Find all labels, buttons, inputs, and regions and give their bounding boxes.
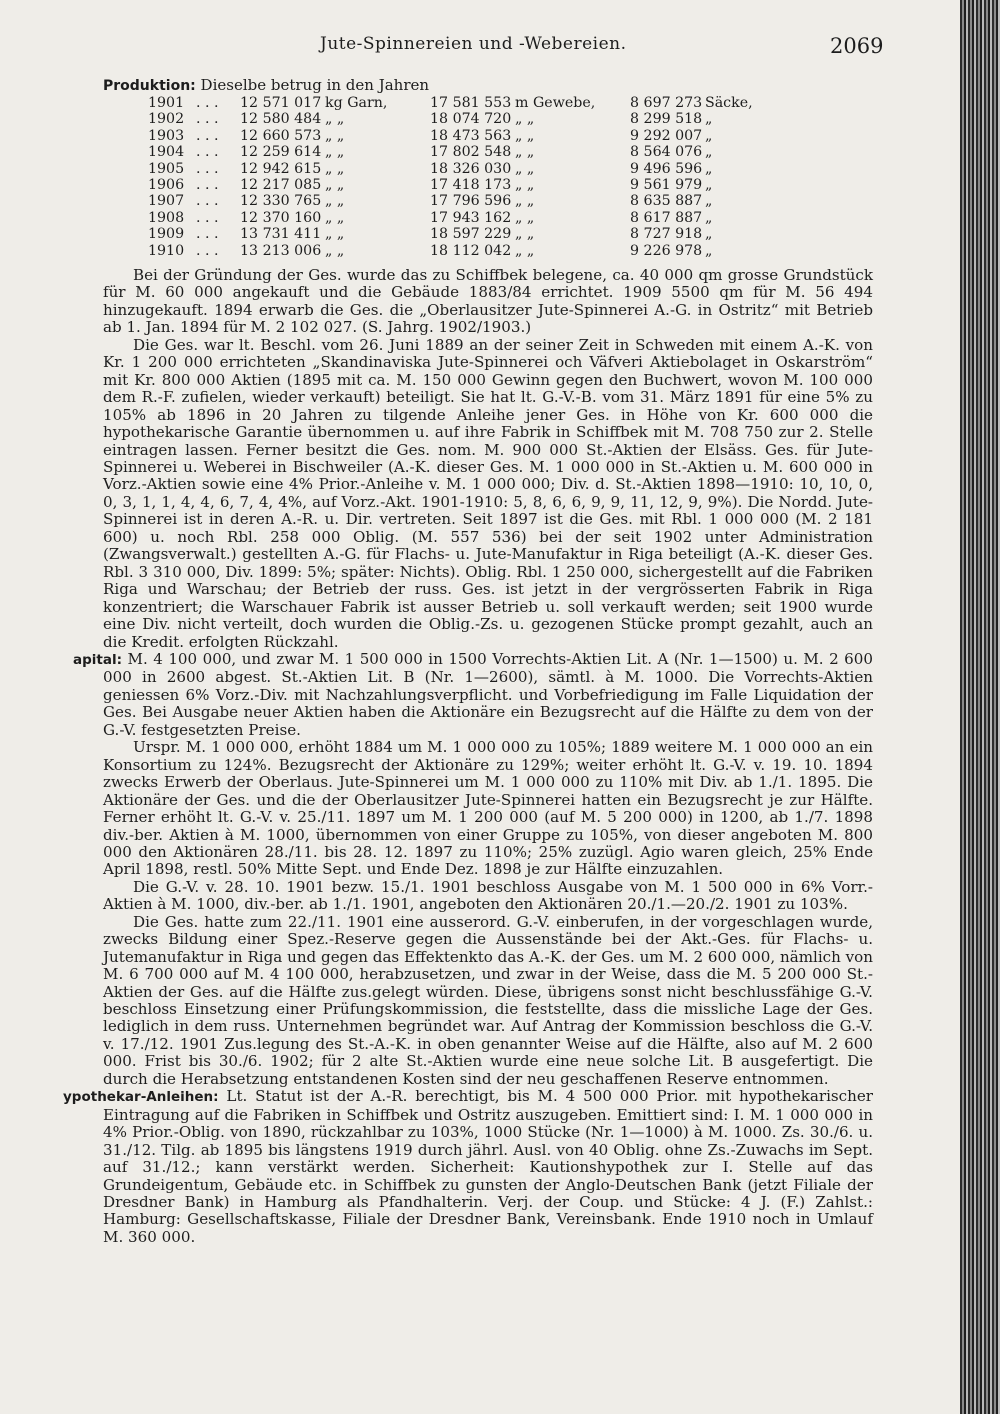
production-cell-garn-unit: kg Garn, [325, 95, 388, 111]
running-title: Jute-Spinnereien und -Webereien. [320, 34, 627, 54]
production-cell-dots: . . . [196, 127, 219, 144]
production-cell-dots: . . . [196, 209, 219, 226]
production-cell-gewebe-unit: „ „ [515, 127, 535, 144]
production-cell-saecke-unit: Säcke, [705, 95, 753, 111]
production-cell-gewebe: 17 796 596 [430, 193, 512, 210]
production-cell-gewebe-unit: m Gewebe, [515, 95, 596, 111]
production-cell-saecke-unit: „ [705, 209, 713, 226]
production-cell-saecke-unit: „ [705, 144, 713, 161]
production-cell-dots: . . . [196, 160, 219, 177]
production-cell-garn-unit: „ „ [325, 209, 345, 226]
production-cell-gewebe-unit: „ „ [515, 209, 535, 226]
production-cell-garn: 13 213 006 [240, 242, 322, 259]
production-cell-gewebe: 17 418 173 [430, 177, 512, 194]
production-row [103, 210, 753, 226]
page-header [0, 34, 960, 58]
production-cell-garn: 12 660 573 [240, 127, 322, 144]
production-cell-gewebe: 18 326 030 [430, 160, 512, 177]
production-cell-gewebe: 18 473 563 [430, 127, 512, 144]
production-row [103, 144, 753, 160]
production-cell-saecke: 8 299 518 [630, 111, 703, 128]
production-cell-gewebe: 17 943 162 [430, 209, 512, 226]
production-cell-dots: . . . [196, 144, 219, 161]
production-cell-gewebe-unit: „ „ [515, 242, 535, 259]
production-cell-saecke: 9 292 007 [630, 127, 703, 144]
production-cell-garn-unit: „ „ [325, 111, 345, 128]
main-text [63, 266, 873, 1246]
production-cell-garn-unit: „ „ [325, 193, 345, 210]
production-cell-year: 1903 [148, 127, 185, 144]
production-cell-saecke: 8 727 918 [630, 226, 703, 243]
production-cell-saecke-unit: „ [705, 242, 713, 259]
book-edge-strip [960, 0, 1000, 1414]
production-cell-saecke: 8 617 887 [630, 209, 703, 226]
production-cell-year: 1910 [148, 242, 185, 259]
production-cell-garn: 12 330 765 [240, 193, 322, 210]
production-cell-year: 1907 [148, 193, 185, 210]
production-cell-gewebe-unit: „ „ [515, 177, 535, 194]
production-cell-saecke-unit: „ [705, 193, 713, 210]
production-cell-garn: 12 259 614 [240, 144, 322, 161]
production-cell-garn: 12 370 160 [240, 209, 322, 226]
production-row [103, 243, 753, 259]
production-row [103, 177, 753, 193]
production-row [103, 193, 753, 209]
production-cell-saecke: 9 496 596 [630, 160, 703, 177]
production-cell-garn-unit: „ „ [325, 144, 345, 161]
production-cell-gewebe: 18 597 229 [430, 226, 512, 243]
production-cell-saecke: 9 561 979 [630, 177, 703, 194]
production-intro [103, 76, 873, 94]
production-cell-gewebe: 17 802 548 [430, 144, 512, 161]
section-hypothekar [63, 1087, 873, 1246]
paragraph-sweden: Die Ges. war lt. Beschl. vom 26. Juni 1889 an der seiner Zeit in Schweden mit einem A.-K. von Kr. 1 200 000 errichteten „Skandinaviska Jute-Spinnerei och Väfveri Aktiebolaget in Oskarström“ mit Kr. 800 000 Aktien (1895 mit ca. M. 150 000 Gewinn gegen den Buchwert, wovon M. 100 000 dem R.-F. zufielen, wieder verkauft) beteiligt. Sie hat lt. G.-V.-B. vom 31. März 1891 für eine 5% zu 105% ab 1896 in 20 Jahren zu tilgende Anleihe jener Ges. in Höhe von Kr. 600 000 die hypothekarische Garantie übernommen u. auf ihre Fabrik in Schiffbek mit M. 708 750 zur 2. Stelle eintragen lassen. Ferner besitzt die Ges. nom. M. 900 000 St.-Aktien der Elsäss. Ges. für Jute-Spinnerei u. Weberei in Bischweiler (A.-K. dieser Ges. M. 1 000 000 in St.-Aktien u. M. 600 000 in Vorz.-Aktien sowie eine 4% Prior.-Anleihe v. M. 1 000 000; Div. d. St.-Aktien 1898—1910: 10, 10, 0, 0, 3, 1, 1, 4, 4, 6, 7, 4, 4%, auf Vorz.-Akt. 1901-1910: 5, 8, 6, 6, 9, 9, 11, 12, 9, 9%). Die Nordd. Jute-Spinnerei ist in deren A.-R. u. Dir. vertreten. Seit 1897 ist die Ges. mit Rbl. 1 000 000 (M. 2 181 600) u. noch Rbl. 258 000 Oblig. (M. 557 536) bei der seit 1902 unter Administration (Zwangsverwalt.) gestellten A.-G. für Flachs- u. Jute-Manufaktur in Riga beteiligt (A.-K. dieser Ges. Rbl. 3 310 000, Div. 1899: 5%; später: Nichts). Oblig. Rbl. 1 250 000, sichergestellt auf die Fabriken Riga und Warschau; der Betrieb der russ. Ges. ist jetzt in der vergrösserten Fabrik in Riga konzentriert; die Warschauer Fabrik ist ausser Betrieb u. soll verkauft werden; seit 1900 wurde eine Div. nicht verteilt, doch wurden die Oblig.-Zs. u. gezogenen Stücke prompt gezahlt, auch an die Kredit. erfolgten Rückzahl. [103, 335, 873, 651]
production-cell-year: 1901 [148, 95, 185, 111]
production-cell-gewebe-unit: „ „ [515, 193, 535, 210]
production-cell-dots: . . . [196, 193, 219, 210]
production-cell-year: 1905 [148, 160, 185, 177]
production-cell-gewebe-unit: „ „ [515, 111, 535, 128]
production-cell-garn: 12 942 615 [240, 160, 322, 177]
production-cell-saecke: 9 226 978 [630, 242, 703, 259]
paragraph-reserve: Die Ges. hatte zum 22./11. 1901 eine ausserord. G.-V. einberufen, in der vorgeschlagen wurde, zwecks Bildung einer Spez.-Reserve gegen die Aussenstände bei der Akt.-Ges. für Flachs- u. Jutemanufaktur in Riga und gegen das Effektenkto das A.-K. der Ges. um M. 2 600 000, nämlich von M. 6 700 000 auf M. 4 100 000, herabzusetzen, und zwar in der Weise, dass die M. 5 200 000 St.-Aktien der Ges. auf die Hälfte zus.gelegt würden. Diese, übrigens sonst nicht beschlussfähige G.-V. beschloss Einsetzung einer Prüfungskommission, die feststellte, dass die missliche Lage der Ges. lediglich in dem russ. Unternehmen begründet war. Auf Antrag der Kommission beschloss die G.-V. v. 17./12. 1901 Zus.legung des St.-A.-K. in oben genannter Weise auf die Hälfte, also auf M. 2 600 000. Frist bis 30./6. 1902; für 2 alte St.-Aktien wurde eine neue solche Lit. B ausgefertigt. Die durch die Herabsetzung entstandenen Kosten sind der neu geschaffenen Reserve entnommen. [103, 912, 873, 1088]
production-cell-saecke-unit: „ [705, 177, 713, 194]
kapital-label: apital: [73, 651, 122, 668]
production-row [103, 95, 753, 111]
hypothekar-text: Lt. Statut ist der A.-R. berechtigt, bis M. 4 500 000 Prior. mit hypothekarischer Eintragung auf die Fabriken in Schiffbek und Ostritz auszugeben. Emittiert sind: I. M. 1 000 000 in 4% Prior.-Oblig. von 1890, rückzahlbar zu 103%, 1000 Stücke (Nr. 1—1000) à M. 1000. Zs. 30./6. u. 31./12. Tilg. ab 1895 bis längstens 1919 durch jährl. Ausl. von 40 Oblig. ohne Zs.-Zuwachs im Sept. auf 31./12.; kann verstärkt werden. Sicherheit: Kautionshypothek zur I. Stelle auf das Grundeigentum, Gebäude etc. in Schiffbek zu gunsten der Anglo-Deutschen Bank (jetzt Filiale der Dresdner Bank) in Hamburg als Pfandhalterin. Verj. der Coup. und Stücke: 4 J. (F.) Zahlst.: Hamburg: Gesellschaftskasse, Filiale der Dresdner Bank, Vereinsbank. Ende 1910 noch in Umlauf M. 360 000. [103, 1087, 873, 1246]
production-cell-gewebe: 17 581 553 [430, 95, 512, 111]
production-cell-gewebe-unit: „ „ [515, 226, 535, 243]
production-cell-garn-unit: „ „ [325, 160, 345, 177]
production-cell-garn: 12 217 085 [240, 177, 322, 194]
production-cell-gewebe: 18 112 042 [430, 242, 512, 259]
production-cell-saecke-unit: „ [705, 111, 713, 128]
production-cell-gewebe-unit: „ „ [515, 144, 535, 161]
production-cell-saecke-unit: „ [705, 226, 713, 243]
production-cell-year: 1902 [148, 111, 185, 128]
production-cell-year: 1904 [148, 144, 185, 161]
kapital-text: M. 4 100 000, und zwar M. 1 500 000 in 1500 Vorrechts-Aktien Lit. A (Nr. 1—1500) u. M. 2 600 000 in 2600 abgest. St.-Aktien Lit. B (Nr. 1—2600), sämtl. à M. 1000. Die Vorrechts-Aktien geniessen 6% Vorz.-Div. mit Nachzahlungsverpflicht. und Vorbefriedigung im Falle Liquidation der Ges. Bei Ausgabe neuer Aktien haben die Aktionäre ein Bezugsrecht auf die Hälfte zu dem von der G.-V. festgesetzten Preise. [103, 649, 873, 739]
production-cell-saecke: 8 635 887 [630, 193, 703, 210]
production-cell-garn-unit: „ „ [325, 242, 345, 259]
production-cell-garn-unit: „ „ [325, 177, 345, 194]
production-cell-garn: 12 571 017 [240, 95, 322, 111]
production-row [103, 111, 753, 127]
production-intro-text: Dieselbe betrug in den Jahren [200, 76, 430, 94]
production-cell-dots: . . . [196, 226, 219, 243]
production-cell-year: 1908 [148, 209, 185, 226]
production-cell-year: 1909 [148, 226, 185, 243]
production-row [103, 128, 753, 144]
paragraph-urspr: Urspr. M. 1 000 000, erhöht 1884 um M. 1 000 000 zu 105%; 1889 weitere M. 1 000 000 an ein Konsortium zu 124%. Bezugsrecht der Aktionäre zu 129%; weiter erhöht lt. G.-V. v. 19. 10. 1894 zwecks Erwerb der Oberlaus. Jute-Spinnerei um M. 1 000 000 zu 110% mit Div. ab 1./1. 1895. Die Aktionäre der Ges. und die der Oberlausitzer Jute-Spinnerei hatten ein Bezugsrecht je zur Hälfte. Ferner erhöht lt. G.-V. v. 25./11. 1897 um M. 1 200 000 (auf M. 5 200 000) in 1200, ab 1./7. 1898 div.-ber. Aktien à M. 1000, übernommen von einer Gruppe zu 105%, von dieser angeboten M. 800 000 den Aktionären 28./11. bis 28. 12. 1897 zu 110%; 25% zuzügl. Agio waren gleich, 25% Ende April 1898, restl. 50% Mitte Sept. und Ende Dez. 1898 je zur Hälfte einzuzahlen. [103, 738, 873, 879]
production-cell-dots: . . . [196, 242, 219, 259]
production-cell-saecke-unit: „ [705, 127, 713, 144]
production-cell-garn-unit: „ „ [325, 226, 345, 243]
production-cell-garn: 12 580 484 [240, 111, 322, 128]
paragraph-founding: Bei der Gründung der Ges. wurde das zu Schiffbek belegene, ca. 40 000 qm grosse Grundstück für M. 60 000 angekauft und die Gebäude 1883/84 errichtet. 1909 5500 qm für M. 56 494 hinzugekauft. 1894 erwarb die Ges. die „Oberlausitzer Jute-Spinnerei A.-G. in Ostritz“ mit Betrieb ab 1. Jan. 1894 für M. 2 102 027. (S. Jahrg. 1902/1903.) [103, 266, 873, 337]
production-cell-garn: 13 731 411 [240, 226, 322, 243]
production-cell-gewebe: 18 074 720 [430, 111, 512, 128]
section-kapital [73, 649, 873, 739]
production-cell-saecke-unit: „ [705, 160, 713, 177]
production-cell-garn-unit: „ „ [325, 127, 345, 144]
production-cell-dots: . . . [196, 177, 219, 194]
production-row [103, 226, 753, 242]
production-section [103, 76, 873, 259]
production-cell-saecke: 8 697 273 [630, 95, 703, 111]
production-cell-saecke: 8 564 076 [630, 144, 703, 161]
production-row [103, 161, 753, 177]
production-label: Produktion: [103, 78, 196, 94]
production-cell-dots: . . . [196, 95, 219, 111]
production-cell-year: 1906 [148, 177, 185, 194]
production-cell-gewebe-unit: „ „ [515, 160, 535, 177]
production-table [103, 95, 753, 259]
production-cell-dots: . . . [196, 111, 219, 128]
page-number: 2069 [830, 34, 884, 58]
paragraph-gv1901: Die G.-V. v. 28. 10. 1901 bezw. 15./1. 1901 beschloss Ausgabe von M. 1 500 000 in 6% Vorr.-Aktien à M. 1000, div.-ber. ab 1./1. 1901, angeboten den Aktionären 20./1.—20./2. 1901 zu 103%. [103, 877, 873, 914]
hypothekar-label: ypothekar-Anleihen: [63, 1089, 219, 1106]
